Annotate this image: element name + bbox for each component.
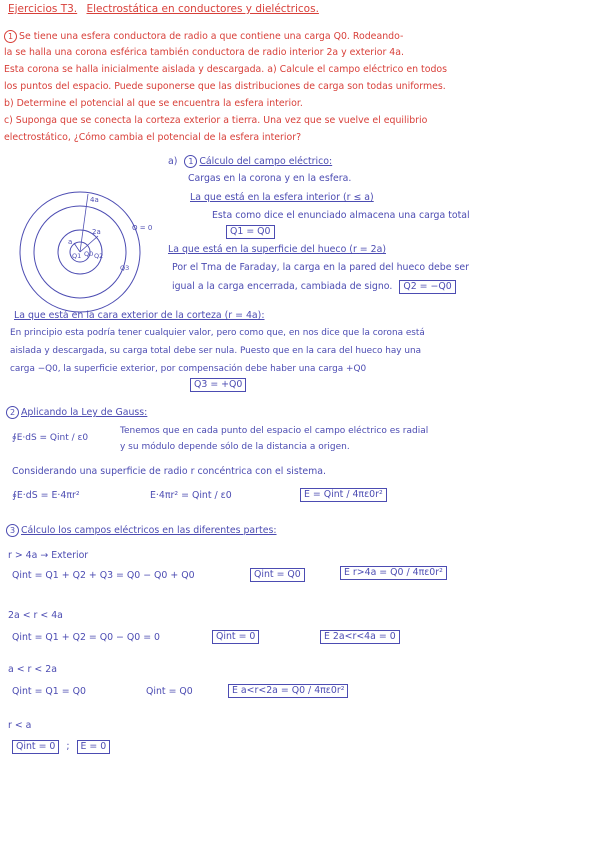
gauss-text-2: y su módulo depende sólo de la distancia a origen.	[120, 442, 350, 452]
label-q3: Q3	[120, 264, 130, 272]
header-title: Electrostática en conductores y dieléctricos.	[86, 3, 319, 15]
label-q1: Q1	[72, 252, 82, 260]
problem-line-4: los puntos del espacio. Puede suponerse que las distribuciones de carga son todas uniformes.	[4, 81, 446, 92]
label-q-eq: Q = 0	[132, 224, 153, 232]
problem-line-5: b) Determine el potencial al que se encuentra la esfera interior.	[4, 98, 303, 109]
region-1-equation: Qint = Q1 + Q2 + Q3 = Q0 − Q0 + Q0	[12, 570, 195, 581]
label-2a: 2a	[92, 228, 101, 236]
label-4a: 4a	[90, 196, 99, 204]
radius-a	[74, 243, 80, 252]
region-4-boxes: Qint = 0 ; E = 0	[12, 740, 110, 754]
problem-line-3: Esta corona se halla inicialmente aislada y descargada. a) Calcule el campo eléctrico en todos	[4, 64, 448, 75]
gauss-text-1: Tenemos que en cada punto del espacio el campo eléctrico es radial	[120, 426, 429, 436]
region-3-box-e: E a<r<2a = Q0 / 4πε0r²	[228, 684, 348, 698]
solution-a-line-1: Cargas en la corona y en la esfera.	[188, 173, 352, 184]
problem-number: 1	[4, 30, 17, 43]
label-q0: Q0	[84, 250, 94, 258]
solution-a-line-7: La que está en la cara exterior de la corteza (r = 4a):	[14, 310, 265, 321]
region-3-equation-2: Qint = Q0	[146, 686, 193, 697]
label-q2: Q2	[94, 252, 104, 260]
region-3-equation: Qint = Q1 = Q0	[12, 686, 86, 697]
solution-a-heading: a) 1 Cálculo del campo eléctrico:	[168, 156, 333, 167]
region-2-condition: 2a < r < 4a	[8, 610, 63, 621]
region-3-condition: a < r < 2a	[8, 664, 57, 675]
solution-a-line-4: La que está en la superficie del hueco (r = 2a)	[168, 244, 386, 255]
gauss-formula-1: ∮E·dS = E·4πr²	[12, 490, 80, 501]
gauss-heading: 2 Aplicando la Ley de Gauss:	[6, 406, 147, 419]
gauss-formula-2: E·4πr² = Qint / ε0	[150, 490, 232, 501]
solution-a-line-5: Por el Tma de Faraday, la carga en la pared del hueco debe ser	[172, 262, 470, 273]
gauss-formula-3: E = Qint / 4πε0r²	[300, 488, 387, 502]
problem-line-7: electrostático, ¿Cómo cambia el potencial de la esfera interior?	[4, 132, 302, 143]
concentric-spheres-diagram	[8, 178, 168, 328]
header-label: Ejercicios T3.	[8, 3, 78, 15]
problem-line-1: 1 Se tiene una esfera conductora de radio a que contiene una carga Q0. Rodeando-	[4, 30, 403, 43]
header	[8, 4, 319, 15]
solution-a-box-q3: Q3 = +Q0	[190, 378, 246, 392]
region-2-equation: Qint = Q1 + Q2 = Q0 − Q0 = 0	[12, 632, 161, 643]
solution-a-line-6: igual a la carga encerrada, cambiada de signo. Q2 = −Q0	[172, 280, 456, 294]
region-2-box-e: E 2a<r<4a = 0	[320, 630, 400, 644]
solution-a-line-9: aislada y descargada, su carga total debe ser nula. Puesto que en la cara del hueco hay una	[10, 346, 422, 356]
gauss-text-3: Considerando una superficie de radio r concéntrica con el sistema.	[12, 466, 327, 477]
gauss-formula: ∮E·dS = Qint / ε0	[12, 433, 89, 443]
solution-a-line-10: carga −Q0, la superficie exterior, por compensación debe haber una carga +Q0	[10, 364, 367, 374]
region-1-box-e: E r>4a = Q0 / 4πε0r²	[340, 566, 447, 580]
solution-a-line-3: Esta como dice el enunciado almacena una carga total	[212, 210, 470, 221]
region-1-condition: r > 4a → Exterior	[8, 550, 89, 561]
problem-line-6: c) Suponga que se conecta la corteza exterior a tierra. Una vez que se vuelve el equilibrio	[4, 115, 428, 126]
problem-line-2: la se halla una corona esférica también conductora de radio interior 2a y exterior 4a.	[4, 47, 404, 58]
solution-a-line-8: En principio esta podría tener cualquier valor, pero como que, en nos dice que la corona está	[10, 328, 425, 338]
region-4-condition: r < a	[8, 720, 32, 731]
solution-a-line-2: La que está en la esfera interior (r ≤ a)	[190, 192, 374, 203]
label-a: a	[68, 238, 73, 246]
region-1-box-qint: Qint = Q0	[250, 568, 305, 582]
regions-heading: 3 Cálculo los campos eléctricos en las diferentes partes:	[6, 524, 277, 537]
solution-a-box-q1: Q1 = Q0	[226, 225, 275, 239]
region-2-box-qint: Qint = 0	[212, 630, 259, 644]
